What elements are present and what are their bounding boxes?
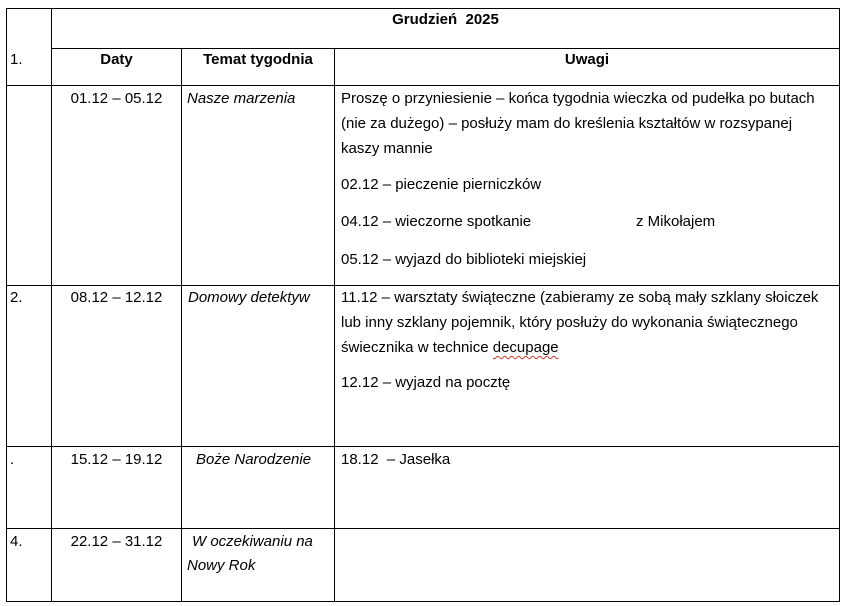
header-num: 1. [10,51,23,68]
event-item: 04.12 – wieczorne spotkanie [341,213,532,230]
event-item: 02.12 – pieczenie pierniczków [341,176,542,193]
row-num: 4. [10,533,23,550]
event-item: 18.12 – Jasełka [341,451,451,468]
row-num: . [10,451,15,468]
header-dates: Daty [100,51,133,68]
table-border-bottom [6,601,840,602]
notes-text: 11.12 – warsztaty świąteczne (zabieramy ze sobą mały szklany słoiczek lub inny szklany pojemnik, który posłuży do wykonania świątecznego świecznika w technice [341,289,819,356]
event-item: 12.12 – wyjazd na pocztę [341,374,511,391]
row-theme-line: W oczekiwaniu na [192,533,313,550]
header-notes: Uwagi [564,51,610,68]
notes-paragraph [341,285,833,360]
row-dates: 01.12 – 05.12 [70,90,163,107]
event-item-continuation: z Mikołajem [636,213,716,230]
row-notes [341,86,831,161]
table-border-right [839,8,840,602]
row-dates: 15.12 – 19.12 [70,451,163,468]
table-rule [334,48,335,602]
row-theme: Boże Narodzenie [196,451,312,468]
spellcheck-word: decupage [492,339,559,356]
row-dates: 08.12 – 12.12 [70,289,163,306]
header-theme: Temat tygodnia [203,51,313,68]
row-theme: Nasze marzenia [187,90,296,107]
row-dates: 22.12 – 31.12 [70,533,163,550]
table-rule [181,48,182,602]
table-border-left [6,8,7,602]
row-notes [341,285,833,360]
notes-paragraph: Proszę o przyniesienie – końca tygodnia wieczka od pudełka po butach (nie za dużego) – posłuży mam do kreślenia kształtów w rozsypanej kaszy mannie [341,90,815,157]
row-num: 2. [10,289,23,306]
event-item: 05.12 – wyjazd do biblioteki miejskiej [341,251,587,268]
row-theme-line: Nowy Rok [187,557,256,574]
month-title: Grudzień 2025 [392,11,499,28]
row-theme: Domowy detektyw [188,289,310,306]
